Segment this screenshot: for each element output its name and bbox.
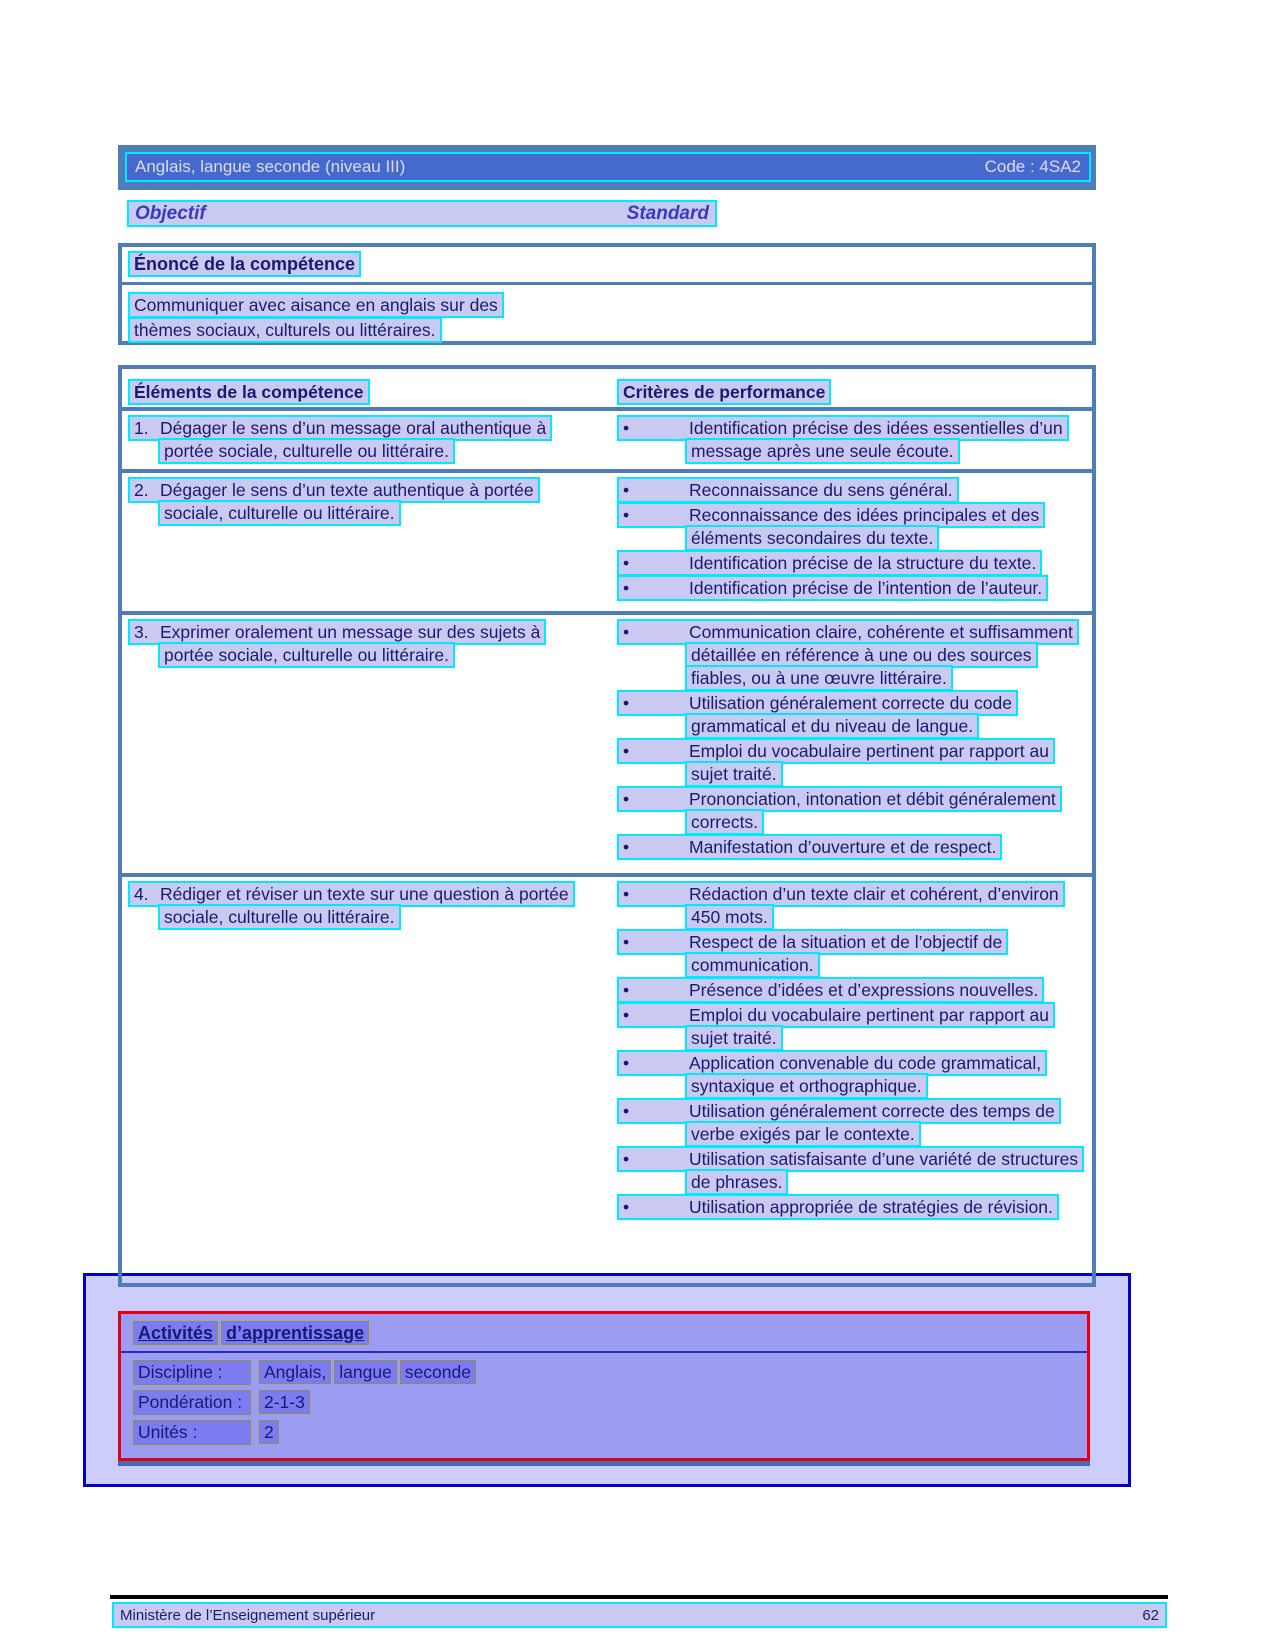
- element-cell: [122, 411, 580, 469]
- element-number: 3.: [134, 622, 149, 642]
- criterion-text: Utilisation généralement correcte des temps de verbe exigés par le contexte.: [689, 1101, 1055, 1144]
- unites-label: Unités :: [133, 1420, 251, 1445]
- footer-bar: [112, 1602, 1167, 1628]
- elements-header-cell: [122, 375, 580, 407]
- bullet-icon: •: [623, 418, 630, 438]
- bullet-icon: •: [623, 1149, 630, 1169]
- element-text: Dégager le sens d’un texte authentique à portée sociale, culturelle ou littéraire.: [160, 480, 534, 523]
- criterion-text: Utilisation appropriée de stratégies de révision.: [689, 1197, 1053, 1217]
- discipline-value-word: seconde: [400, 1360, 476, 1384]
- enonce-box: [118, 243, 1096, 345]
- discipline-row: [133, 1360, 1075, 1385]
- criterion-item: [617, 1100, 1087, 1146]
- criterion-item: [617, 836, 1087, 859]
- criterion-item: [617, 1052, 1087, 1098]
- criterion-item: [617, 979, 1087, 1002]
- bullet-icon: •: [623, 980, 630, 1000]
- objectif-standard-strip: [127, 200, 717, 227]
- criterion-text: Identification précise de l’intention de l’auteur.: [689, 578, 1043, 598]
- criterion-text: Emploi du vocabulaire pertinent par rapport au sujet traité.: [689, 1005, 1049, 1048]
- page-header-bar: [118, 145, 1096, 190]
- unites-value: 2: [259, 1420, 279, 1444]
- criterion-text: Manifestation d’ouverture et de respect.: [689, 837, 997, 857]
- criterion-item: [617, 883, 1087, 929]
- element-item: [128, 479, 580, 525]
- bullet-icon: •: [623, 578, 630, 598]
- criterion-item: [617, 788, 1087, 834]
- criterion-text: Identification précise de la structure du texte.: [689, 553, 1037, 573]
- col2-header: Critères de performance: [617, 379, 831, 405]
- bullet-icon: •: [623, 693, 630, 713]
- activites-title-word: Activités: [133, 1321, 218, 1345]
- table-row: [122, 873, 1092, 1263]
- element-item: [128, 417, 580, 463]
- ponderation-row: [133, 1390, 1075, 1415]
- ponderation-value: 2-1-3: [259, 1390, 310, 1414]
- criterion-item: [617, 621, 1087, 690]
- criterion-item: [617, 1196, 1087, 1219]
- criterion-text: Respect de la situation et de l’objectif de communication.: [689, 932, 1003, 975]
- criterion-text: Utilisation satisfaisante d’une variété de structures de phrases.: [689, 1149, 1079, 1192]
- criterion-text: Reconnaissance du sens général.: [689, 480, 953, 500]
- element-cell: [122, 615, 580, 873]
- bullet-icon: •: [623, 1197, 630, 1217]
- criterion-text: Application convenable du code grammatical, syntaxique et orthographique.: [689, 1053, 1042, 1096]
- criteria-cell: [617, 411, 1087, 469]
- criterion-item: [617, 740, 1087, 786]
- activites-box: [118, 1311, 1090, 1461]
- criterion-text: Reconnaissance des idées principales et des éléments secondaires du texte.: [689, 505, 1040, 548]
- footer-page-number: 62: [1142, 1606, 1159, 1624]
- enonce-body-row: [122, 285, 548, 343]
- bullet-icon: •: [623, 1101, 630, 1121]
- enonce-header-row: [122, 247, 1092, 285]
- criterion-item: [617, 479, 1087, 502]
- criterion-item: [617, 1004, 1087, 1050]
- unites-row: [133, 1420, 1075, 1445]
- bullet-icon: •: [623, 837, 630, 857]
- element-number: 4.: [134, 884, 149, 904]
- criteria-cell: [617, 615, 1087, 873]
- activites-body: [121, 1353, 1087, 1445]
- element-item: [128, 621, 580, 667]
- course-code: Code : 4SA2: [984, 157, 1081, 176]
- bullet-icon: •: [623, 1005, 630, 1025]
- bullet-icon: •: [623, 884, 630, 904]
- criterion-text: Rédaction d’un texte clair et cohérent, d’environ 450 mots.: [689, 884, 1059, 927]
- activites-outer-box: [83, 1273, 1131, 1487]
- objectif-label: Objectif: [135, 202, 206, 224]
- page-header-band: [125, 152, 1091, 182]
- criteria-cell: [617, 473, 1087, 611]
- enonce-title: Énoncé de la compétence: [128, 251, 361, 277]
- enonce-body-text: Communiquer avec aisance en anglais sur des thèmes sociaux, culturels ou littéraires.: [128, 292, 504, 343]
- document-title: Anglais, langue seconde (niveau III): [135, 157, 406, 176]
- element-text: Dégager le sens d’un message oral authentique à portée sociale, culturelle ou littéraire.: [160, 418, 547, 461]
- table-row: [122, 469, 1092, 611]
- footer-rule: [110, 1595, 1168, 1599]
- element-item: [128, 883, 580, 929]
- table-row: [122, 611, 1092, 873]
- criterion-item: [617, 504, 1087, 550]
- activites-title-word: d’apprentissage: [221, 1321, 369, 1345]
- discipline-value-word: langue: [334, 1360, 397, 1384]
- col1-header: Éléments de la compétence: [128, 379, 370, 405]
- table-header-row: [122, 369, 1092, 407]
- criteres-header-cell: [617, 375, 1087, 407]
- criterion-text: Utilisation généralement correcte du code grammatical et du niveau de langue.: [689, 693, 1012, 736]
- standard-label: Standard: [626, 202, 709, 224]
- criterion-text: Présence d’idées et d’expressions nouvelles.: [689, 980, 1039, 1000]
- bullet-icon: •: [623, 622, 630, 642]
- activites-header-row: [121, 1314, 1087, 1353]
- element-number: 2.: [134, 480, 149, 500]
- criterion-text: Identification précise des idées essentielles d’un message après une seule écoute.: [689, 418, 1063, 461]
- competence-table: [118, 365, 1096, 1287]
- criterion-item: [617, 931, 1087, 977]
- bullet-icon: •: [623, 505, 630, 525]
- discipline-label: Discipline :: [133, 1360, 251, 1385]
- bullet-icon: •: [623, 480, 630, 500]
- element-cell: [122, 877, 580, 1263]
- element-text: Rédiger et réviser un texte sur une question à portée sociale, culturelle ou littéraire.: [160, 884, 569, 927]
- bullet-icon: •: [623, 932, 630, 952]
- criterion-text: Communication claire, cohérente et suffisamment détaillée en référence à une ou des sources fiables, ou à une œuvre littéraire.: [689, 622, 1073, 688]
- element-cell: [122, 473, 580, 611]
- criterion-item: [617, 577, 1087, 600]
- criterion-item: [617, 417, 1087, 463]
- bullet-icon: •: [623, 789, 630, 809]
- ponderation-label: Pondération :: [133, 1390, 251, 1415]
- discipline-value-word: Anglais,: [259, 1360, 331, 1384]
- bullet-icon: •: [623, 741, 630, 761]
- bullet-icon: •: [623, 553, 630, 573]
- criteria-cell: [617, 877, 1087, 1263]
- criterion-item: [617, 692, 1087, 738]
- bullet-icon: •: [623, 1053, 630, 1073]
- criterion-item: [617, 1148, 1087, 1194]
- element-text: Exprimer oralement un message sur des sujets à portée sociale, culturelle ou littéraire.: [160, 622, 541, 665]
- criterion-text: Prononciation, intonation et débit généralement corrects.: [689, 789, 1056, 832]
- footer-ministry-text: Ministère de l’Enseignement supérieur: [120, 1606, 376, 1624]
- element-number: 1.: [134, 418, 149, 438]
- criterion-text: Emploi du vocabulaire pertinent par rapport au sujet traité.: [689, 741, 1049, 784]
- table-row: [122, 407, 1092, 469]
- criterion-item: [617, 552, 1087, 575]
